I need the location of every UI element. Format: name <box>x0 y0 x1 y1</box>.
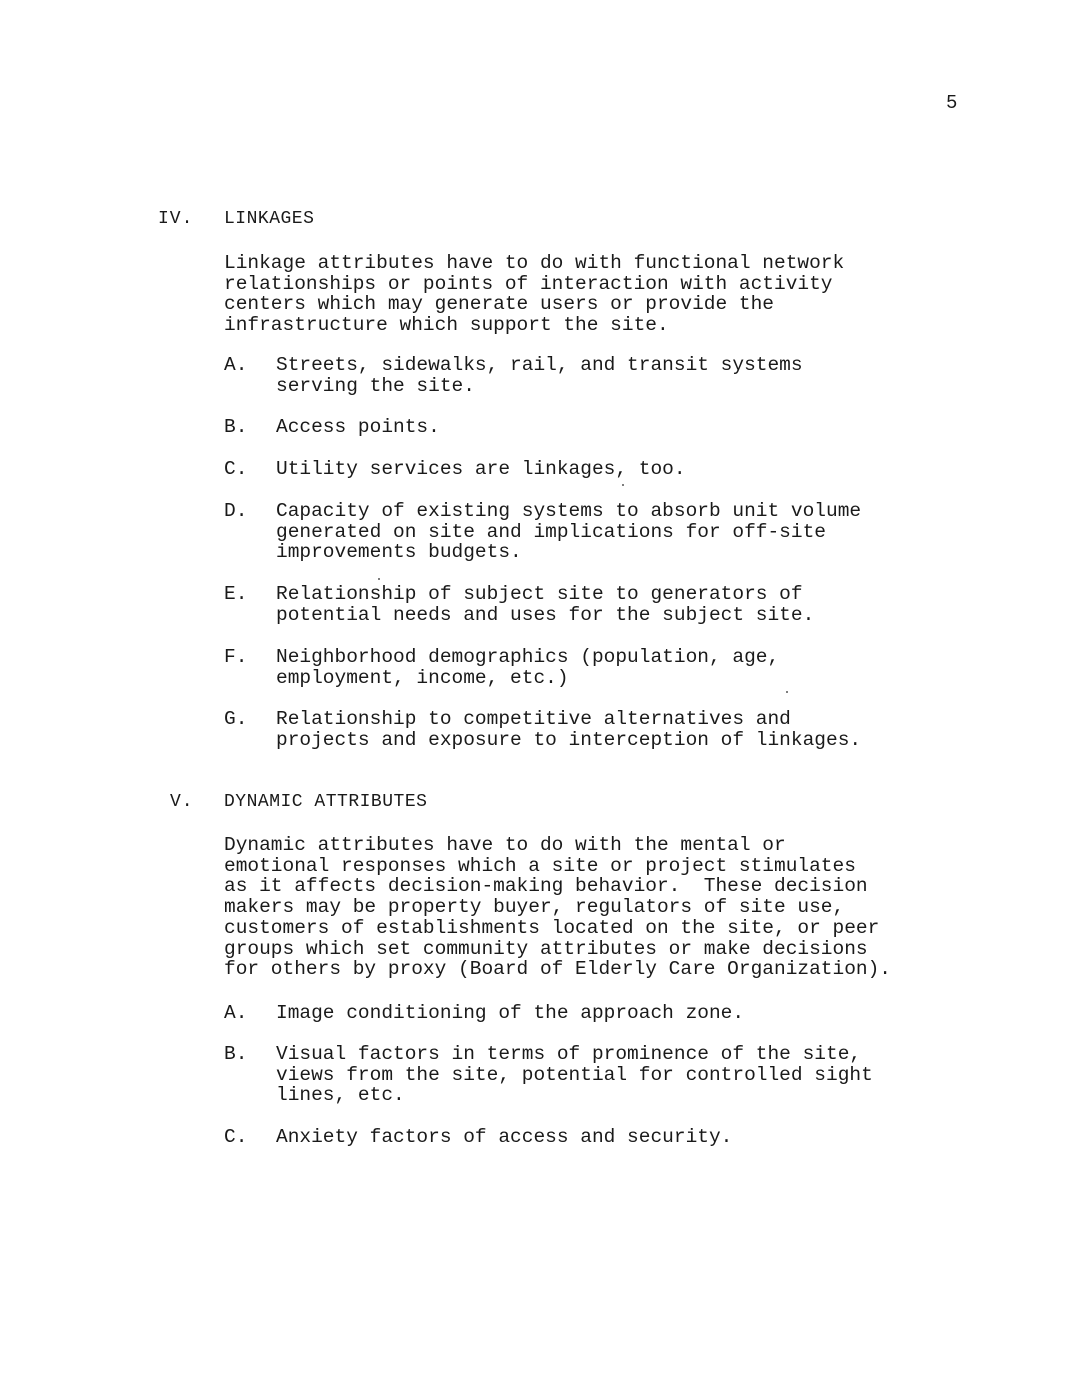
section-v-title: DYNAMIC ATTRIBUTES <box>224 792 428 812</box>
section-iv-intro: Linkage attributes have to do with functional network relationships or points of interaction with activity centers which may generate users or provide the infrastructure which support the site. <box>224 252 845 337</box>
item-text: Image conditioning of the approach zone. <box>276 1002 745 1024</box>
section-v-numeral: V. <box>170 792 194 812</box>
item-letter: G. <box>224 708 248 730</box>
item-text: Relationship to competitive alternatives and projects and exposure to interception of linkages. <box>276 708 862 751</box>
item-letter: D. <box>224 500 248 522</box>
item-letter: F. <box>224 646 248 668</box>
item-letter: A. <box>224 354 248 376</box>
page-number: 5 <box>946 92 958 114</box>
scan-speck <box>786 691 788 693</box>
scan-speck <box>622 484 624 486</box>
item-text: Visual factors in terms of prominence of the site, views from the site, potential for controlled sight lines, etc. <box>276 1043 873 1107</box>
section-iv-title: LINKAGES <box>224 209 315 229</box>
item-letter: B. <box>224 1043 248 1065</box>
item-text: Relationship of subject site to generators of potential needs and uses for the subject site. <box>276 583 815 626</box>
item-letter: C. <box>224 1126 248 1148</box>
item-letter: C. <box>224 458 248 480</box>
item-text: Neighborhood demographics (population, age, employment, income, etc.) <box>276 646 780 689</box>
item-letter: A. <box>224 1002 248 1024</box>
item-text: Streets, sidewalks, rail, and transit systems serving the site. <box>276 354 803 397</box>
scan-speck <box>378 578 380 580</box>
item-letter: B. <box>224 416 248 438</box>
item-letter: E. <box>224 583 248 605</box>
section-v-intro: Dynamic attributes have to do with the mental or emotional responses which a site or project stimulates as it affects decision-making behavior. These decision makers may be property buyer, regulators of site use, customers of establishments located on the site, or peer groups which set community attributes or make decisions for others by proxy (Board of Elderly Care Organization). <box>224 834 892 981</box>
item-text: Capacity of existing systems to absorb unit volume generated on site and implications for off-site improvements budgets. <box>276 500 862 564</box>
item-text: Utility services are linkages, too. <box>276 458 686 480</box>
item-text: Anxiety factors of access and security. <box>276 1126 733 1148</box>
item-text: Access points. <box>276 416 440 438</box>
section-iv-numeral: IV. <box>158 209 194 229</box>
